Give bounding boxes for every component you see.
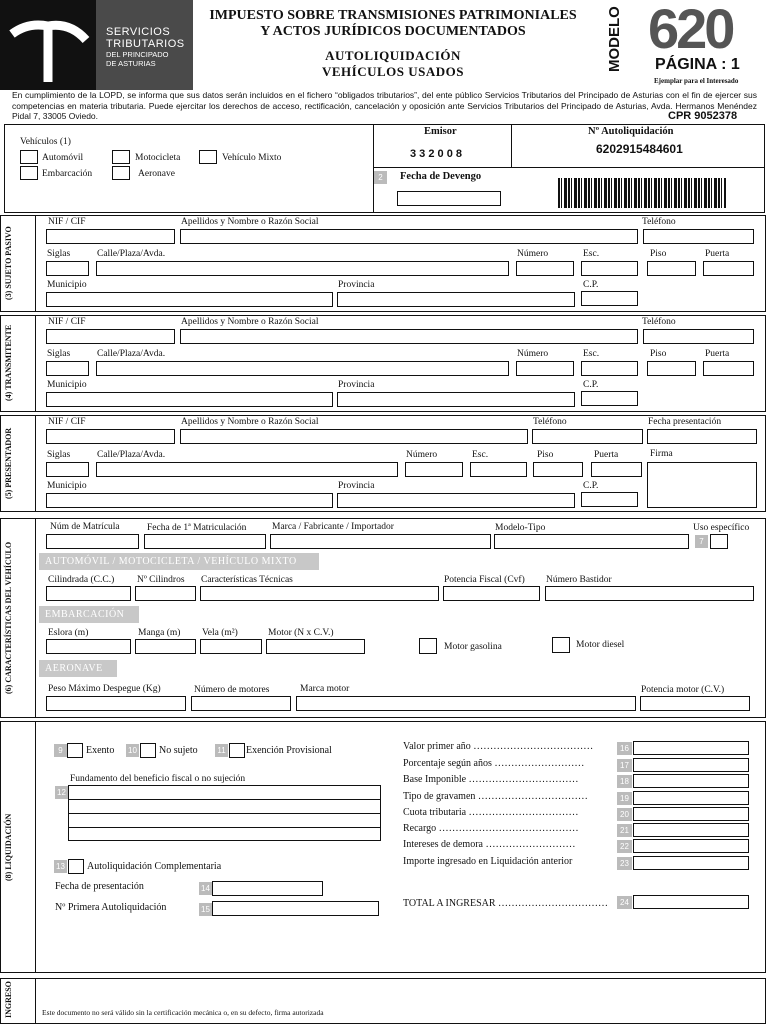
pr-numero-input[interactable] [405,462,463,477]
presentador-label: (5) PRESENTADOR [4,427,13,499]
pr-telefono-input[interactable] [532,429,643,444]
aeronave-band: AERONAVE [39,660,117,677]
sp-siglas-input[interactable] [46,261,89,276]
vela-input[interactable] [200,639,262,654]
liq-fecha-presentacion-input[interactable] [212,881,323,896]
pr-fecha-presentacion-input[interactable] [647,429,757,444]
logo-text: SERVICIOS TRIBUTARIOS DEL PRINCIPADO DE ASTURIAS [96,0,193,90]
automovil-checkbox[interactable] [20,150,38,164]
liquidacion-label: (8) LIQUIDACIÓN [4,813,13,881]
no-sujeto-checkbox[interactable] [140,743,156,758]
caracteristicas-tecnicas-input[interactable] [200,586,439,601]
pr-siglas-input[interactable] [46,462,89,477]
pr-calle-input[interactable] [96,462,398,477]
marca-motor-input[interactable] [296,696,636,711]
pr-firma-box[interactable] [647,462,757,508]
uso-especifico-checkbox[interactable] [710,534,728,549]
vehiculo-mixto-checkbox[interactable] [199,150,217,164]
liq-row-label: Base Imponible …………………………… [403,774,579,785]
motor-diesel-checkbox[interactable] [552,637,570,653]
tr-puerta-input[interactable] [703,361,754,376]
manga-input[interactable] [135,639,196,654]
liq-row-label: Intereses de demora ……………………… [403,839,576,850]
liq-row-input[interactable] [633,823,749,837]
liq-row-input[interactable] [633,791,749,805]
peso-despegue-input[interactable] [46,696,186,711]
automovil-band: AUTOMÓVIL / MOTOCICLETA / VEHÍCULO MIXTO [39,553,319,570]
liq-row-label: Valor primer año ……………………………… [403,741,594,752]
ingreso-label: INGRESO [4,981,13,1019]
pr-nif-input[interactable] [46,429,175,444]
potencia-fiscal-input[interactable] [443,586,540,601]
pr-nombre-input[interactable] [180,429,528,444]
vehiculos-label: Vehículos (1) [20,137,71,147]
tr-provincia-input[interactable] [337,392,575,407]
ingreso-section [0,978,766,1024]
autoliquidacion-label: Nº Autoliquidación [588,126,674,137]
sp-telefono-input[interactable] [643,229,754,244]
tr-esc-input[interactable] [581,361,638,376]
liq-row-number: 20 [617,808,632,821]
embarcacion-band: EMBARCACIÓN [39,606,139,623]
numero-motores-input[interactable] [191,696,291,711]
motor-gasolina-checkbox[interactable] [419,638,437,654]
ejemplar-label: Ejemplar para el Interesado [654,77,739,85]
liq-row-label: Cuota tributaria …………………………… [403,807,579,818]
tr-nif-input[interactable] [46,329,175,344]
total-label: TOTAL A INGRESAR …………………………… [403,898,609,909]
pr-municipio-input[interactable] [46,493,333,508]
sujeto-pasivo-label: (3) SUJETO PASIVO [4,226,13,300]
liq-row-input[interactable] [633,758,749,772]
liq-row-number: 23 [617,857,632,870]
sp-provincia-input[interactable] [337,292,575,307]
liq-row-number: 19 [617,792,632,805]
primera-autoliquidacion-input[interactable] [212,901,379,916]
lopd-notice: En cumplimiento de la LOPD, se informa que sus datos serán incluidos en el fichero “obligados tributarios”, del ente público Servicios Tributarios del Principado de Asturias con el fin de ejercer sus competencias en materia tributaria. Puede ejercitar los derechos de acceso, rectificación, cancelación y oposición ante Servicios Tributarios del Principado de Asturias, Avda. Hermanos Menéndez Pidal 7, 33005 Oviedo. [12,90,757,121]
transmitente-label: (4) TRANSMITENTE [4,324,13,402]
cpr-code: CPR 9052378 [668,110,738,122]
liq-row-number: 22 [617,840,632,853]
exencion-provisional-checkbox[interactable] [229,743,245,758]
modelo-tipo-input[interactable] [494,534,689,549]
emisor-label: Emisor [424,126,457,137]
footer-note: Este documento no será válido sin la certificación mecánica o, en su defecto, firma autorizada [42,1008,324,1017]
cilindros-input[interactable] [135,586,196,601]
sp-cp-input[interactable] [581,291,638,306]
barcode [558,178,726,208]
eslora-input[interactable] [46,639,131,654]
liq-row-label: Porcentaje según años ……………………… [403,758,585,769]
liq-row-number: 16 [617,742,632,755]
emisor-value: 3 3 2 0 0 8 [410,148,462,160]
numero-bastidor-input[interactable] [545,586,754,601]
liq-row-label: Recargo …………………………………… [403,823,579,834]
form-subtitle: AUTOLIQUIDACIÓN VEHÍCULOS USADOS [321,48,464,79]
tr-nombre-input[interactable] [180,329,638,344]
pr-cp-input[interactable] [581,492,638,507]
fecha-matriculacion-input[interactable] [144,534,266,549]
sp-esc-input[interactable] [581,261,638,276]
pr-puerta-input[interactable] [591,462,642,477]
pr-provincia-input[interactable] [337,493,575,508]
sp-nif-input[interactable] [46,229,175,244]
liq-row-input[interactable] [633,807,749,821]
pagina-label: PÁGINA : 1 [655,56,740,73]
tr-calle-input[interactable] [96,361,509,376]
potencia-motor-input[interactable] [640,696,750,711]
logo-mark-icon [8,20,90,84]
motocicleta-checkbox[interactable] [112,150,130,164]
complementaria-checkbox[interactable] [68,859,84,874]
sp-nombre-input[interactable] [180,229,638,244]
modelo-number: 620 [648,0,733,60]
liq-row-label: Tipo de gravamen …………………………… [403,791,588,802]
tr-piso-input[interactable] [647,361,696,376]
embarcacion-checkbox[interactable] [20,166,38,180]
tr-telefono-input[interactable] [643,329,754,344]
liq-row-input[interactable] [633,856,749,870]
liq-row-label: Importe ingresado en Liquidación anterior [403,856,573,867]
fecha-devengo-label: Fecha de Devengo [400,171,482,182]
sp-calle-input[interactable] [96,261,509,276]
matricula-input[interactable] [46,534,139,549]
caracteristicas-label: (6) CARACTERÍSTICAS DEL VEHÍCULO [4,541,13,695]
liq-row-input[interactable] [633,741,749,755]
sp-piso-input[interactable] [647,261,696,276]
sp-numero-input[interactable] [516,261,574,276]
sp-puerta-input[interactable] [703,261,754,276]
cilindrada-input[interactable] [46,586,131,601]
marca-input[interactable] [270,534,491,549]
liq-row-input[interactable] [633,839,749,853]
sp-municipio-input[interactable] [46,292,333,307]
autoliquidacion-number: 6202915484601 [596,142,683,156]
tr-siglas-input[interactable] [46,361,89,376]
form-title: IMPUESTO SOBRE TRANSMISIONES PATRIMONIALES Y ACTOS JURÍDICOS DOCUMENTADOS [209,8,577,39]
liq-row-number: 17 [617,759,632,772]
liq-row-number: 21 [617,824,632,837]
logo-block [0,0,193,90]
total-ingresar-input[interactable] [633,895,749,909]
pr-esc-input[interactable] [470,462,527,477]
pr-piso-input[interactable] [533,462,583,477]
tr-cp-input[interactable] [581,391,638,406]
modelo-vertical-label: MODELO [606,6,623,72]
liq-row-input[interactable] [633,774,749,788]
fecha-devengo-input[interactable] [397,191,501,206]
tr-numero-input[interactable] [516,361,574,376]
tr-municipio-input[interactable] [46,392,333,407]
liq-row-number: 18 [617,775,632,788]
motor-input[interactable] [266,639,365,654]
aeronave-checkbox[interactable] [112,166,130,180]
exento-checkbox[interactable] [67,743,83,758]
